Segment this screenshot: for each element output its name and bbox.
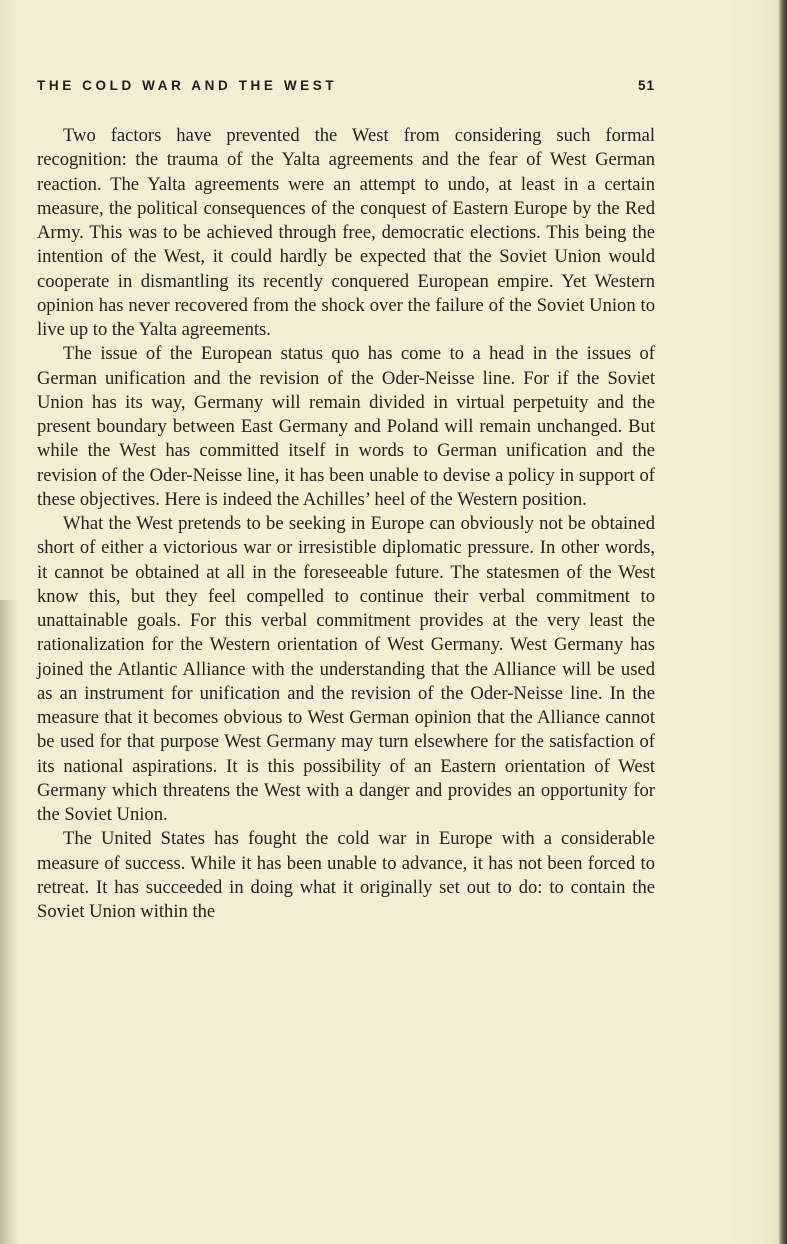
paragraph: The United States has fought the cold war in Europe with a considerable measure of success. While it has been unable to advance, it has not been forced to retreat. It has succeeded in doing what it originally set out to do: to contain the Soviet Union within the [37,828,655,922]
page-number: 51 [637,78,655,93]
page-right-edge-shadow [778,0,787,1244]
body-text [37,124,655,924]
paragraph: Two factors have prevented the West from considering such formal recognition: the trauma of the Yalta agreements and the fear of West German reaction. The Yalta agreements were an attempt to undo, at least in a certain measure, the political consequences of the conquest of Eastern Europe by the Red Army. This was to be achieved through free, democratic elections. This being the intention of the West, it could hardly be expected that the Soviet Union would cooperate in dismantling its recently conquered European empire. Yet Western opinion has never recovered from the shock over the failure of the Soviet Union to live up to the Yalta agreements. [37,125,655,340]
running-head: THE COLD WAR AND THE WEST [37,78,338,93]
page-header [37,78,655,102]
page-left-shading [0,600,18,1244]
paragraph: What the West pretends to be seeking in Europe can obviously not be obtained short of either a victorious war or irresistible diplomatic pressure. In other words, it cannot be obtained at all in the foreseeable future. The statesmen of the West know this, but they feel compelled to continue their verbal commitment to unattainable goals. For this verbal commitment provides at the very least the rationalization for the Western orientation of West Germany. West Germany has joined the Atlantic Alliance with the understanding that the Alliance will be used as an instrument for unification and the revision of the Oder-Neisse line. In the measure that it becomes obvious to West German opinion that the Alliance cannot be used for that purpose West Germany may turn elsewhere for the satisfaction of its national aspirations. It is this possibility of an Eastern orientation of West Germany which threatens the West with a danger and provides an opportunity for the Soviet Union. [37,513,655,825]
paragraph: The issue of the European status quo has come to a head in the issues of German unification and the revision of the Oder-Neisse line. For if the Soviet Union has its way, Germany will remain divided in virtual perpetuity and the present boundary between East Germany and Poland will remain unchanged. But while the West has committed itself in words to German unification and the revision of the Oder-Neisse line, it has been unable to devise a policy in support of these objectives. Here is indeed the Achilles’ heel of the Western position. [37,343,655,510]
